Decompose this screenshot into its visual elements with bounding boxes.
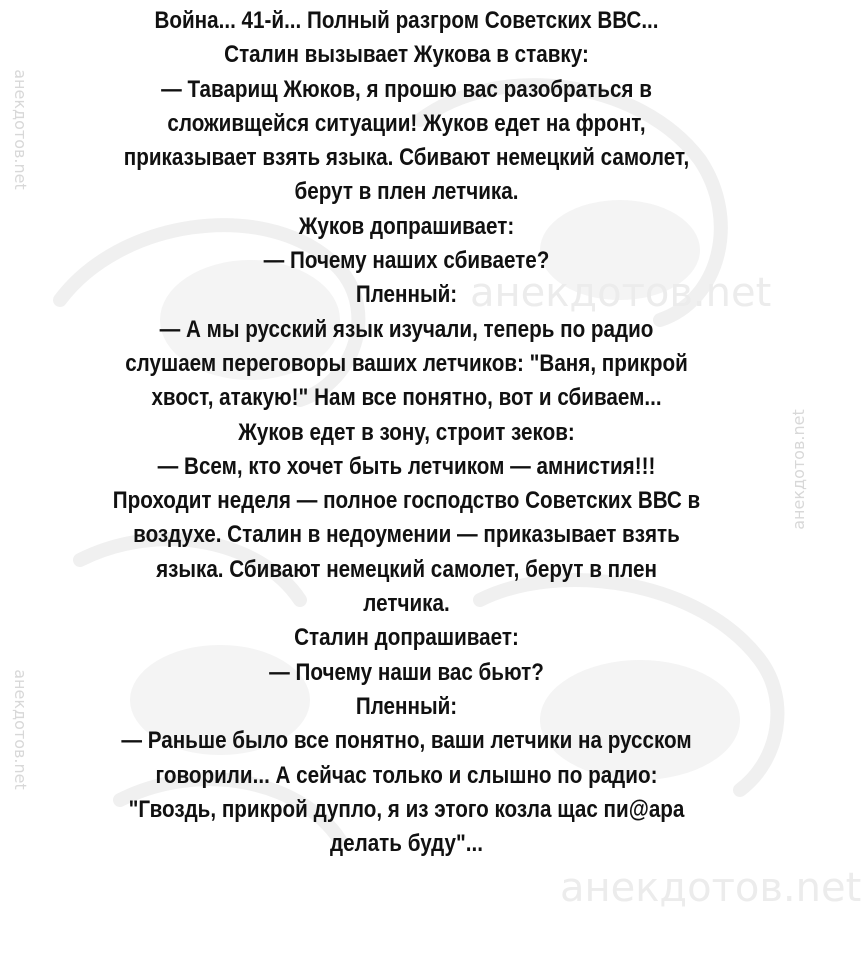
joke-line: говорили... А сейчас только и слышно по радио: bbox=[155, 761, 658, 789]
joke-line: Проходит неделя — полное господство Советских ВВС в bbox=[112, 487, 701, 515]
joke-line: берут в плен летчика. bbox=[294, 178, 519, 206]
watermark-site-vertical-left-bottom: анекдотов.net bbox=[10, 669, 30, 790]
joke-line: языка. Сбивают немецкий самолет, берут в плен bbox=[156, 555, 657, 583]
joke-line: — Раньше было все понятно, ваши летчики на русском bbox=[121, 727, 692, 755]
joke-line: слушаем переговоры ваших летчиков: "Ваня, прикрой bbox=[125, 349, 688, 377]
joke-line: — Всем, кто хочет быть летчиком — амнистия!!! bbox=[157, 452, 656, 480]
joke-line: сложивщейся ситуации! Жуков едет на фронт, bbox=[167, 109, 646, 137]
joke-line: — Таварищ Жюков, я прошю вас разобраться в bbox=[161, 75, 652, 103]
joke-line: Пленный: bbox=[355, 281, 458, 309]
joke-line: Жуков допрашивает: bbox=[298, 212, 515, 240]
joke-line: — А мы русский язык изучали, теперь по радио bbox=[159, 315, 654, 343]
joke-line: Сталин вызывает Жукова в ставку: bbox=[224, 41, 589, 69]
watermark-site-horizontal-top: анекдотов.net bbox=[470, 270, 772, 316]
joke-line: приказывает взять языка. Сбивают немецкий самолет, bbox=[123, 144, 690, 172]
watermark-site-horizontal-bottom: анекдотов.net bbox=[560, 865, 861, 911]
joke-line: Война... 41-й... Полный разгром Советских ВВС... bbox=[154, 7, 659, 34]
joke-line: хвост, атакую!" Нам все понятно, вот и сбиваем... bbox=[151, 384, 662, 412]
joke-line: Жуков едет в зону, строит зеков: bbox=[238, 418, 575, 446]
joke-text bbox=[57, 0, 756, 861]
watermark-site-vertical-right: анекдотов.net bbox=[788, 409, 808, 530]
joke-line: делать буду"... bbox=[330, 830, 483, 858]
joke-line: Сталин допрашивает: bbox=[294, 624, 519, 652]
joke-line: воздухе. Сталин в недоумении — приказывает взять bbox=[133, 521, 680, 549]
joke-line: Пленный: bbox=[355, 692, 458, 720]
watermark-site-vertical-left-top: анекдотов.net bbox=[10, 69, 30, 190]
joke-line: летчика. bbox=[363, 590, 450, 618]
joke-line: "Гвоздь, прикрой дупло, я из этого козла щас пи@ара bbox=[128, 795, 685, 823]
joke-line: — Почему наши вас бьют? bbox=[269, 658, 544, 686]
joke-line: — Почему наших сбиваете? bbox=[263, 247, 550, 275]
